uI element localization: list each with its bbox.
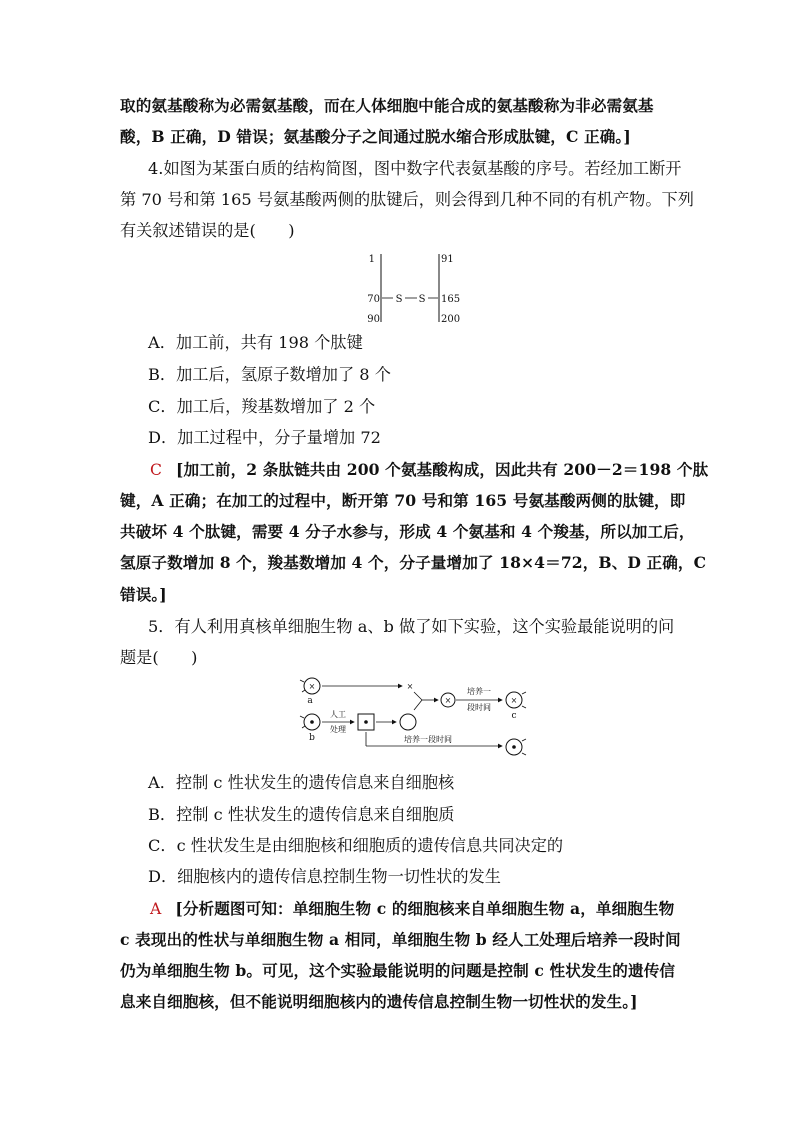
q4-explanation-line-3: 共破坏 4 个肽键，需要 4 分子水参与，形成 4 个氨基和 4 个羧基，所以加工后，	[120, 522, 695, 541]
q5-explanation-line-2: c 表现出的性状与单细胞生物 a 相同，单细胞生物 b 经人工处理后培养一段时间	[120, 930, 681, 949]
protein-structure-diagram	[360, 250, 470, 326]
q4-explanation-line-5: 错误。]	[120, 585, 167, 604]
label-residue-165: 165	[441, 294, 461, 305]
label-residue-91: 91	[441, 254, 454, 265]
q5-option-d: D．细胞核内的遗传信息控制生物一切性状的发生	[148, 867, 501, 886]
q4-answer-line-1	[150, 460, 708, 480]
cell-a	[300, 678, 320, 694]
label-residue-1: 1	[368, 254, 375, 265]
label-a: a	[307, 696, 313, 706]
label-sulfur-1: S	[395, 294, 403, 305]
q5-explanation-line-4: 息来自细胞核，但不能说明细胞核内的遗传信息控制生物一切性状的发生。]	[120, 992, 638, 1011]
extracted-nucleus-mark: ×	[406, 682, 414, 691]
q4-stem-line-3: 有关叙述错误的是( )	[120, 221, 295, 240]
nuclear-transfer-diagram	[296, 670, 536, 762]
q5-explanation-line-1: [分析题图可知：单细胞生物 c 的细胞核来自单细胞生物 a，单细胞生物	[175, 899, 675, 918]
prev-answer-line-2: 酸，B 正确，D 错误；氨基酸分子之间通过脱水缩合形成肽键，C 正确。]	[120, 127, 631, 146]
q5-option-b: B．控制 c 性状发生的遗传信息来自细胞质	[148, 805, 455, 824]
q5-explanation-line-3: 仍为单细胞生物 b。可见，这个实验最能说明的问题是控制 c 性状发生的遗传信	[120, 961, 676, 980]
label-residue-70: 70	[367, 294, 380, 305]
q5-option-a: A．控制 c 性状发生的遗传信息来自细胞核	[148, 773, 455, 792]
enucleated-cell	[400, 714, 416, 730]
q5-stem-line-1: 5．有人利用真核单细胞生物 a、b 做了如下实验，这个实验最能说明的问	[148, 617, 675, 636]
merge-line-upper	[414, 692, 422, 700]
q5-stem-line-2: 题是( )	[120, 648, 198, 667]
q5-answer-line-1	[150, 899, 674, 919]
treatment-label-1: 人工	[330, 710, 346, 719]
merge-line-lower	[414, 700, 422, 710]
label-residue-200: 200	[441, 314, 461, 325]
q4-explanation-line-2: 键，A 正确；在加工的过程中，断开第 70 号和第 165 号氨基酸两侧的肽键，即	[120, 491, 686, 510]
q4-option-a: A．加工前，共有 198 个肽键	[148, 333, 363, 352]
q5-answer-letter: A	[150, 900, 162, 918]
q4-option-c: C．加工后，羧基数增加了 2 个	[148, 397, 376, 416]
label-c: c	[511, 711, 517, 721]
q4-stem-line-1: 4.如图为某蛋白质的结构简图，图中数字代表氨基酸的序号。若经加工断开	[148, 159, 682, 178]
cell-b-result	[506, 739, 526, 755]
label-sulfur-2: S	[418, 294, 426, 305]
cell-b	[300, 714, 320, 730]
q4-stem-line-2: 第 70 号和第 165 号氨基酸两侧的肽键后，则会得到几种不同的有机产物。下列	[120, 190, 694, 209]
label-b: b	[309, 733, 315, 743]
q5-option-c: C．c 性状发生是由细胞核和细胞质的遗传信息共同决定的	[148, 836, 564, 855]
q4-option-b: B．加工后，氢原子数增加了 8 个	[148, 365, 391, 384]
q4-explanation-line-1: [加工前，2 条肽链共由 200 个氨基酸构成，因此共有 200－2＝198 个肽	[176, 460, 709, 479]
treatment-label-2: 处理	[330, 725, 346, 734]
culture-label-1: 培养一	[467, 687, 491, 696]
svg-text:×: ×	[510, 696, 518, 705]
culture-label-2: 段时间	[467, 703, 491, 712]
q4-explanation-line-4: 氢原子数增加 8 个，羧基数增加 4 个，分子量增加了 18×4＝72，B、D 正确，C	[120, 553, 707, 572]
long-culture-label: 培养一段时间	[404, 735, 452, 744]
q4-answer-letter: C	[150, 461, 163, 479]
cell-c	[506, 692, 526, 708]
q4-option-d: D．加工过程中，分子量增加 72	[148, 428, 381, 447]
label-residue-90: 90	[367, 314, 380, 325]
svg-text:×: ×	[444, 696, 452, 705]
svg-text:×: ×	[308, 682, 316, 691]
prev-answer-line-1: 取的氨基酸称为必需氨基酸，而在人体细胞中能合成的氨基酸称为非必需氨基	[120, 96, 654, 115]
